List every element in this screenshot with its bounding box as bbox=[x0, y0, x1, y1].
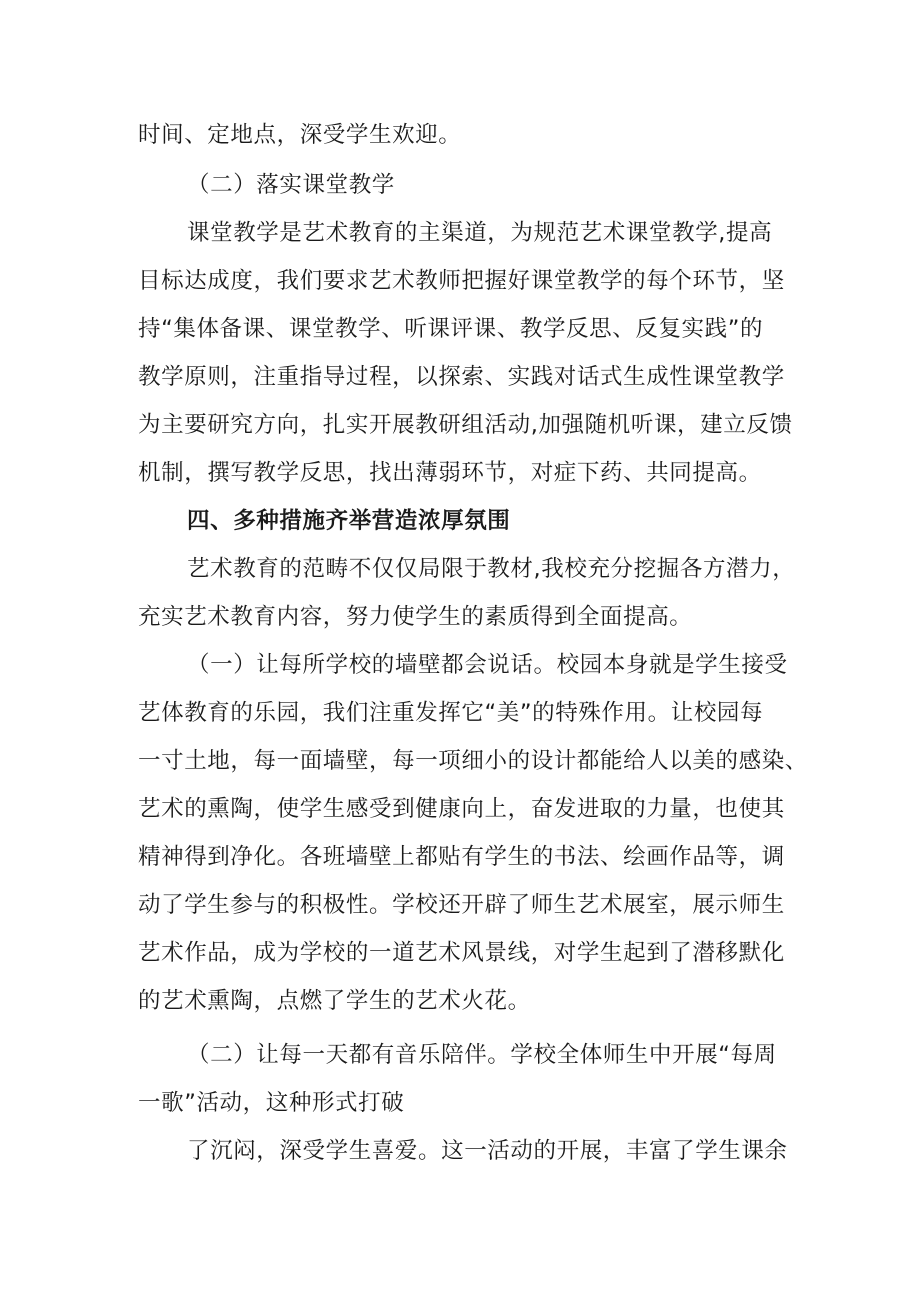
paragraph-line: 一寸土地，每一面墙壁，每一项细小的设计都能给人以美的感染、 bbox=[138, 748, 808, 774]
paragraph-line: 精神得到净化。各班墙壁上都贴有学生的书法、绘画作品等，调 bbox=[138, 844, 785, 870]
paragraph-line: 艺术教育的范畴不仅仅局限于教材,我校充分挖掘各方潜力， bbox=[187, 556, 796, 582]
paragraph-line: 充实艺术教育内容，努力使学生的素质得到全面提高。 bbox=[138, 604, 693, 630]
paragraph-line: 的艺术熏陶，点燃了学生的艺术火花。 bbox=[138, 988, 531, 1014]
paragraph-line: 教学原则，注重指导过程，以探索、实践对话式生成性课堂教学 bbox=[138, 364, 785, 390]
section-heading: 四、多种措施齐举营造浓厚氛围 bbox=[187, 508, 511, 534]
paragraph-line: 艺术的熏陶，使学生感受到健康向上，奋发进取的力量，也使其 bbox=[138, 796, 785, 822]
paragraph-line: （二）让每一天都有音乐陪伴。学校全体师生中开展“每周 bbox=[187, 1042, 777, 1068]
paragraph-line: 持“集体备课、课堂教学、听课评课、教学反思、反复实践”的 bbox=[138, 316, 764, 342]
section-subheading: （二）落实课堂教学 bbox=[187, 172, 395, 198]
paragraph-line: 动了学生参与的积极性。学校还开辟了师生艺术展室，展示师生 bbox=[138, 892, 785, 918]
paragraph-line: （一）让每所学校的墙壁都会说话。校园本身就是学生接受 bbox=[187, 652, 788, 678]
paragraph-line: 课堂教学是艺术教育的主渠道，为规范艺术课堂教学,提高 bbox=[187, 220, 773, 246]
paragraph-line: 为主要研究方向，扎实开展教研组活动,加强随机听课，建立反馈 bbox=[138, 412, 793, 438]
paragraph-line: 艺术作品，成为学校的一道艺术风景线，对学生起到了潜移默化 bbox=[138, 940, 785, 966]
paragraph-line: 机制，撰写教学反思，找出薄弱环节，对症下药、共同提高。 bbox=[138, 460, 762, 486]
paragraph-line: 目标达成度，我们要求艺术教师把握好课堂教学的每个环节，坚 bbox=[138, 268, 785, 294]
paragraph-line: 了沉闷，深受学生喜爱。这一活动的开展，丰富了学生课余 bbox=[187, 1138, 788, 1164]
paragraph-line: 艺体教育的乐园，我们注重发挥它“美”的特殊作用。让校园每 bbox=[138, 700, 764, 726]
paragraph-line: 一歌”活动，这种形式打破 bbox=[138, 1090, 405, 1116]
paragraph-line: 时间、定地点，深受学生欢迎。 bbox=[138, 122, 462, 148]
